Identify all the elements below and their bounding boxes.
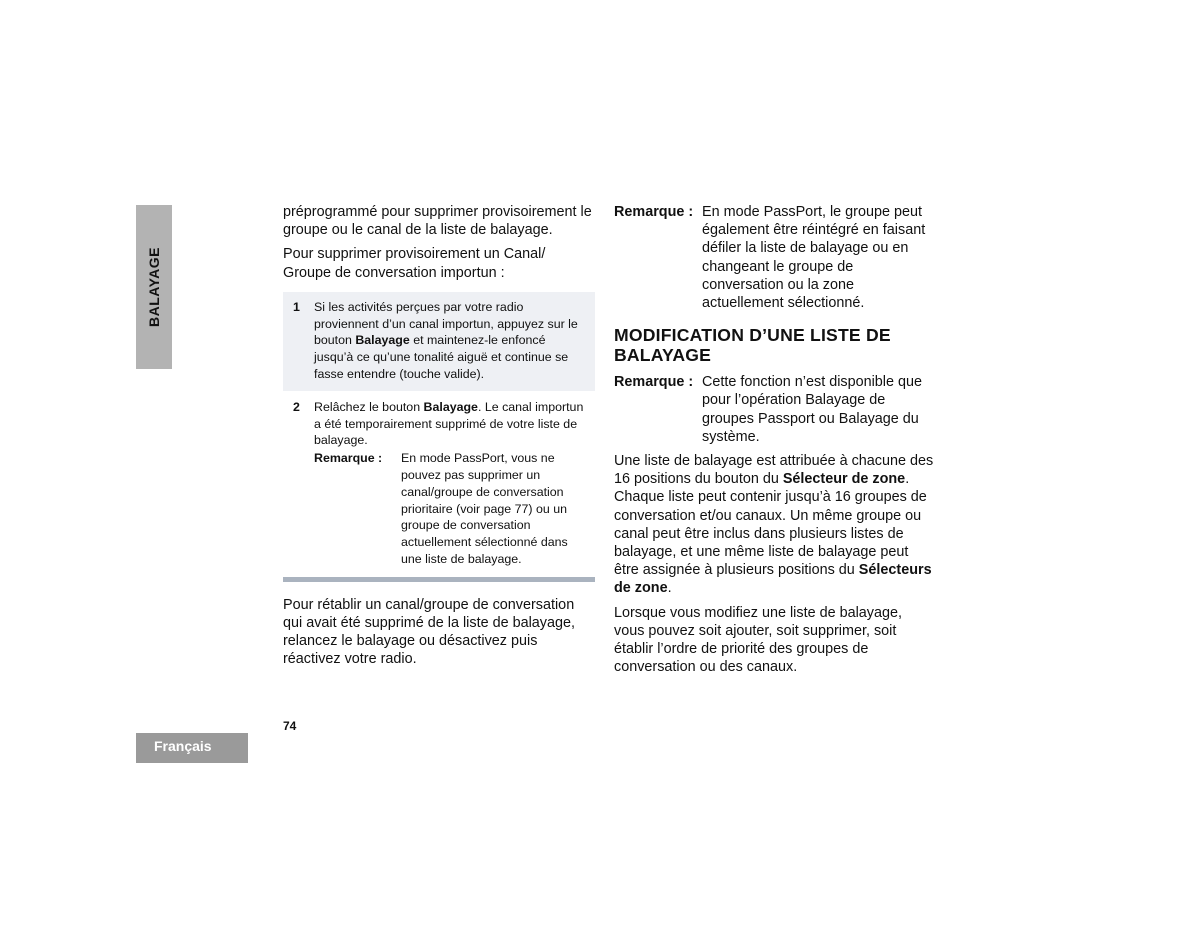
note-2-text: Cette fonction n’est disponible que pour l’opération Balayage de groupes Passport ou Balayage du système. [702,374,923,445]
note-1 [614,203,934,312]
right-paragraph-1-c: . Chaque liste peut contenir jusqu’à 16 groupes de conversation et/ou canaux. Un même groupe ou canal peut être inclus dans plusieurs listes de balayage, et une même liste de balayage peut être assignée à plusieurs positions du [614,471,927,579]
section-side-tab [136,205,172,369]
step-2-button-name: Balayage [423,399,478,414]
zone-selector-term: Sélecteur de zone [782,471,906,488]
step-2-number: 2 [293,399,300,414]
right-column [614,203,934,682]
step-2-text [314,399,587,449]
section-side-tab-label: BALAYAGE [146,247,162,327]
step-1-button-name: Balayage [355,333,410,348]
right-paragraph-1-a: Une liste de balayage est attribuée à chacune des 16 positions du bouton du [614,453,934,488]
left-paragraph-3: Pour rétablir un canal/groupe de conversation qui avait été supprimé de la liste de balayage, relancez le balayage ou désactivez puis réactivez votre radio. [283,596,575,668]
step-1-text [314,299,587,383]
note-2 [614,373,934,446]
right-paragraph-1 [614,452,934,598]
step-1-text-b: et maintenez-le enfoncé jusqu’à ce qu’une tonalité aiguë et continue se fasse entendre (touche valide). [314,333,569,381]
right-paragraph-1-e: . [667,580,672,597]
step-2-box [283,391,595,568]
note-1-text: En mode PassPort, le groupe peut également être réintégré en faisant défiler la liste de balayage ou en changeant le groupe de conversation ou la zone actuellement sélectionné. [702,204,926,312]
left-paragraph-1: préprogrammé pour supprimer provisoirement le groupe ou le canal de la liste de balayage. [283,204,592,239]
divider [283,577,595,582]
section-heading: MODIFICATION D’UNE LISTE DE BALAYAGE [614,325,891,366]
step-2-text-a: Relâchez le bouton [314,399,424,414]
left-paragraph-2: Pour supprimer provisoirement un Canal/ Groupe de conversation importun : [283,246,546,281]
right-paragraph-2: Lorsque vous modifiez une liste de balayage, vous pouvez soit ajouter, soit supprimer, soit établir l’ordre de priorité des groupes de conversation ou des canaux. [614,604,902,676]
step-1-box [283,292,595,391]
note-1-label: Remarque : [614,204,694,220]
step-1 [293,299,587,383]
step-1-number: 1 [293,299,300,314]
step-1-text-a: Si les activités perçues par votre radio proviennent d’un canal importun, appuyez sur le bouton [314,299,578,348]
step-2-note [314,450,587,568]
page-number: 74 [283,719,297,733]
step-2-note-label: Remarque : [314,451,383,466]
left-column [283,203,595,675]
zone-selectors-term: Sélecteurs de zone [614,562,932,597]
step-2-note-text: En mode PassPort, vous ne pouvez pas supprimer un canal/groupe de conversation prioritaire (voir page 77) ou un groupe de conversation actuellement sélectionné dans une liste de balayage. [401,451,568,566]
language-tab: Français [136,733,248,763]
step-2-text-b: . Le canal importun a été temporairement supprimé de votre liste de balayage. [314,399,584,448]
step-2 [293,399,587,449]
note-2-label: Remarque : [614,374,694,391]
